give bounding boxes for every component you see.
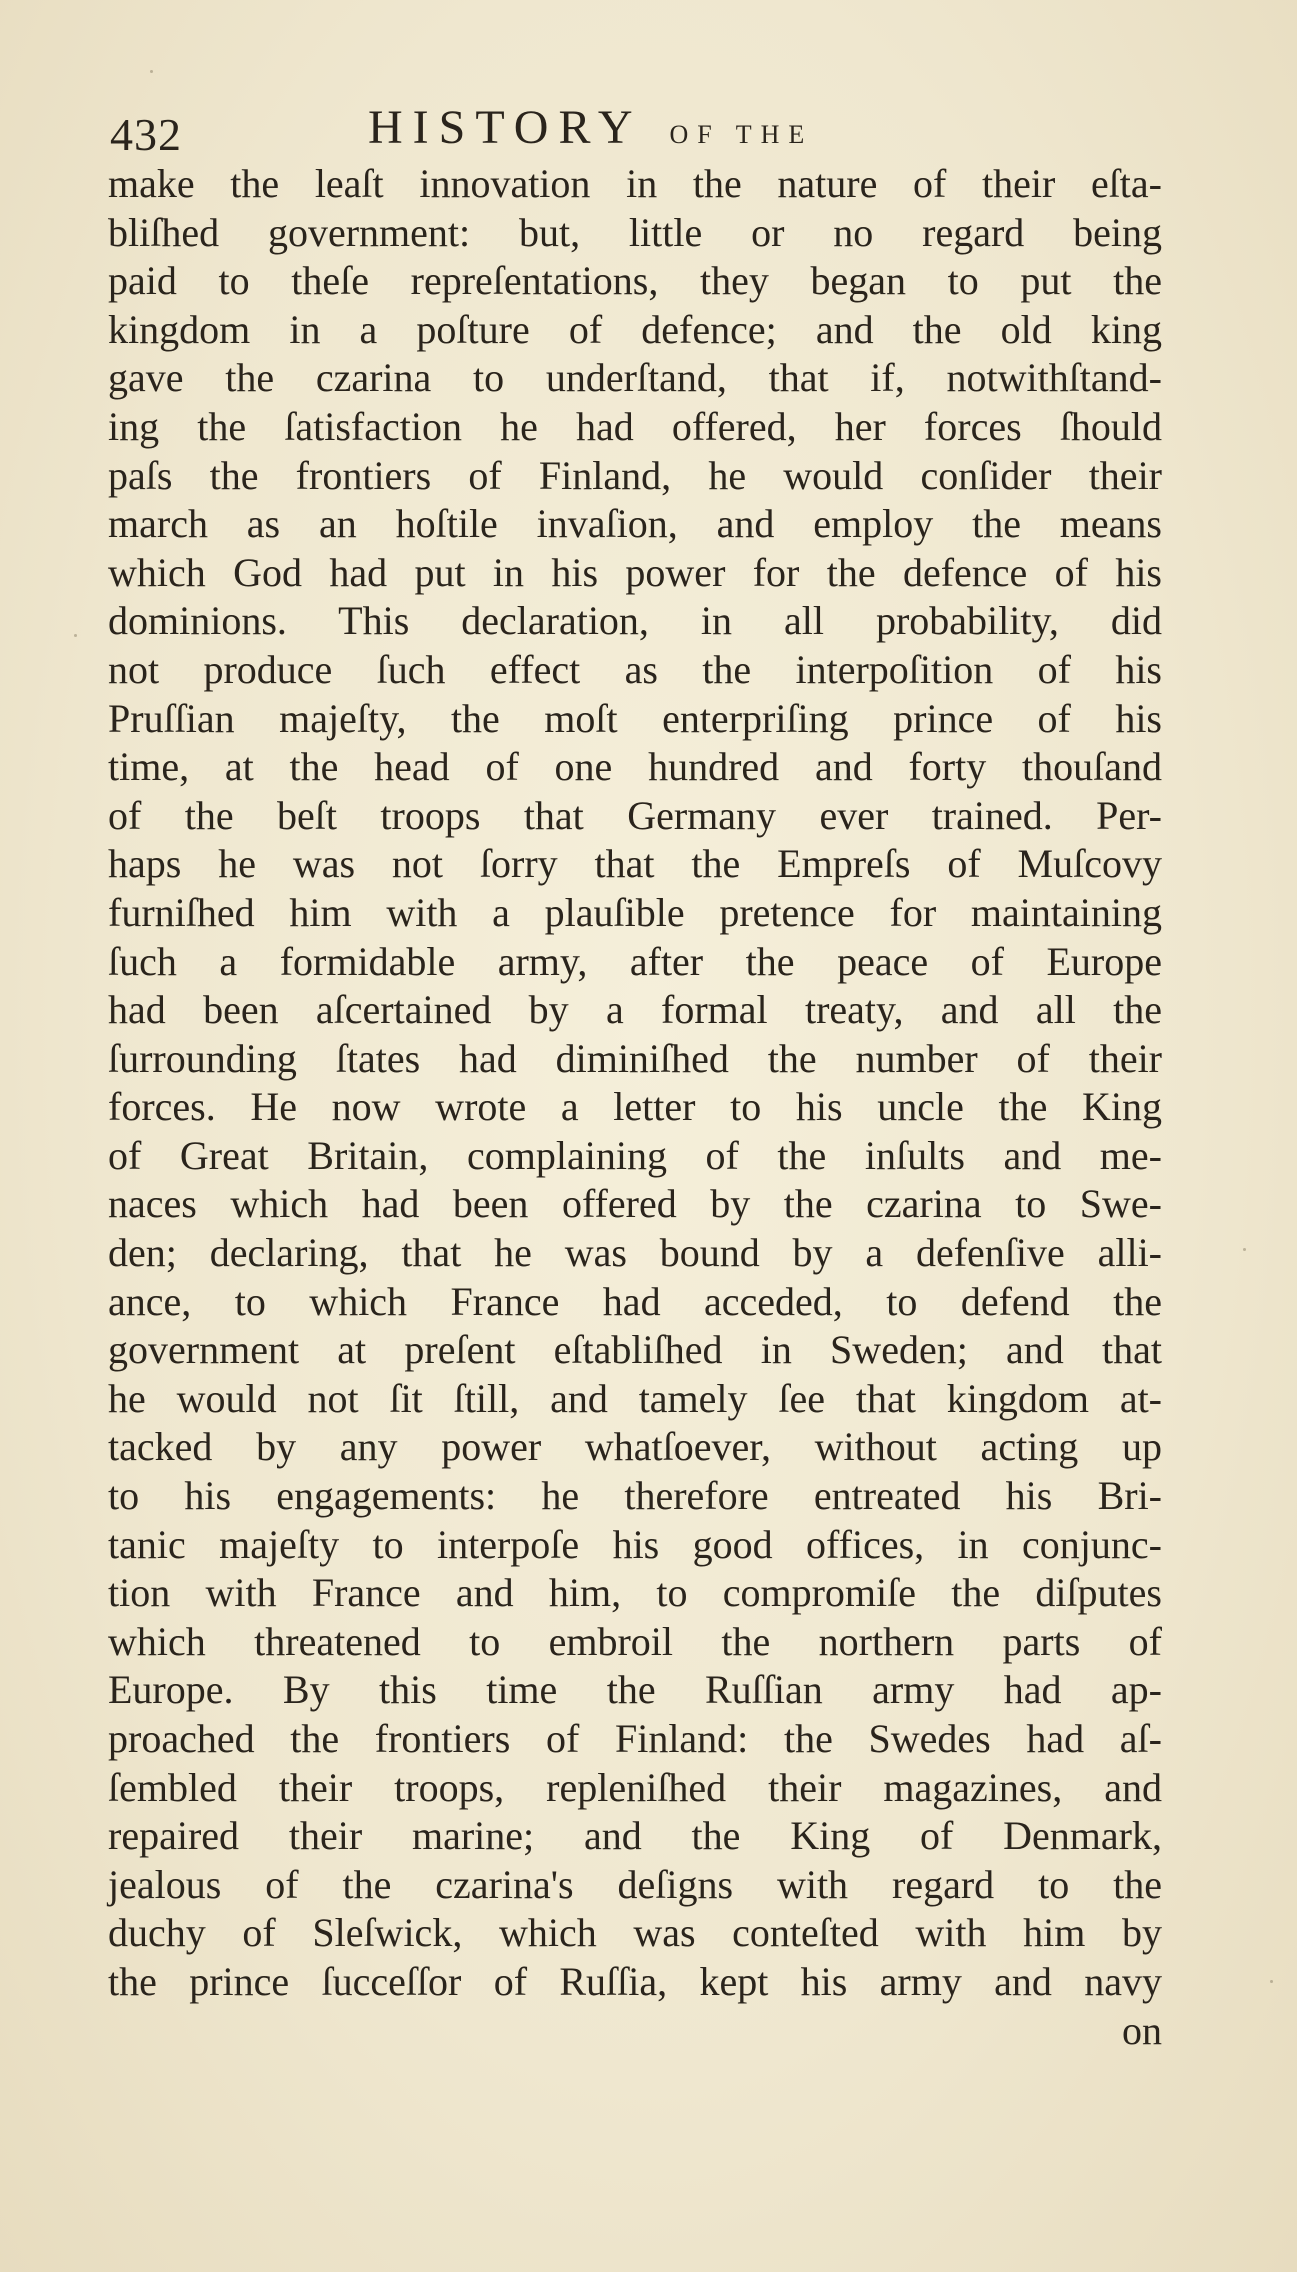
body-text xyxy=(108,160,1162,2055)
text-line: forces. He now wrote a letter to his uncle the King xyxy=(108,1084,1162,1130)
text-line: dominions. This declaration, in all probability, did xyxy=(108,598,1162,644)
catchword: on xyxy=(1122,2007,1162,2053)
running-head-small: OF THE xyxy=(669,120,814,149)
running-head xyxy=(368,100,813,155)
text-line: den; declaring, that he was bound by a defenſive alli- xyxy=(108,1230,1162,1276)
text-line: proached the frontiers of Finland: the Swedes had aſ- xyxy=(108,1716,1162,1761)
text-line: duchy of Sleſwick, which was conteſted with him by xyxy=(108,1910,1162,1956)
text-line: of Great Britain, complaining of the inſults and me- xyxy=(108,1132,1162,1178)
text-line: haps he was not ſorry that the Empreſs of Muſcovy xyxy=(108,841,1162,887)
text-line: government at preſent eſtabliſhed in Sweden; and that xyxy=(108,1327,1162,1373)
text-line: march as an hoſtile invaſion, and employ the means xyxy=(108,501,1162,547)
text-line: Europe. By this time the Ruſſian army had ap- xyxy=(108,1667,1162,1713)
text-line: repaired their marine; and the King of Denmark, xyxy=(108,1813,1162,1859)
text-line: gave the czarina to underſtand, that if, notwithſtand- xyxy=(108,355,1162,401)
text-line: jealous of the czarina's deſigns with regard to the xyxy=(108,1861,1162,1907)
text-line: Pruſſian majeſty, the moſt enterpriſing prince of his xyxy=(108,695,1162,741)
page-number: 432 xyxy=(110,109,182,160)
text-line: of the beſt troops that Germany ever trained. Per- xyxy=(108,792,1162,838)
text-line: paid to theſe repreſentations, they began to put the xyxy=(108,258,1162,304)
text-line: which threatened to embroil the northern parts of xyxy=(108,1618,1162,1664)
text-line: had been aſcertained by a formal treaty, and all the xyxy=(108,987,1162,1033)
text-line: time, at the head of one hundred and forty thouſand xyxy=(108,744,1162,790)
text-line: bliſhed government: but, little or no regard being xyxy=(108,209,1162,255)
text-line: ing the ſatisfaction he had offered, her forces ſhould xyxy=(108,403,1162,449)
paper-speck xyxy=(150,70,153,73)
paper-speck xyxy=(1243,1248,1246,1251)
text-line: tion with France and him, to compromiſe the diſputes xyxy=(108,1570,1162,1616)
text-line: the prince ſucceſſor of Ruſſia, kept his army and navy xyxy=(108,1958,1162,2004)
text-line: ſurrounding ſtates had diminiſhed the number of their xyxy=(108,1035,1162,1081)
paper-speck xyxy=(74,634,77,637)
running-head-main: HISTORY xyxy=(368,101,643,154)
page-header xyxy=(110,100,1190,160)
text-line: tanic majeſty to interpoſe his good offices, in conjunc- xyxy=(108,1521,1162,1567)
text-line: he would not ſit ſtill, and tamely ſee that kingdom at- xyxy=(108,1375,1162,1421)
text-line: ſuch a formidable army, after the peace of Europe xyxy=(108,938,1162,984)
text-line: tacked by any power whatſoever, without acting up xyxy=(108,1424,1162,1470)
text-line: furniſhed him with a plauſible pretence for maintaining xyxy=(108,889,1162,935)
text-line: not produce ſuch effect as the interpoſition of his xyxy=(108,646,1162,692)
text-line: naces which had been offered by the czarina to Swe- xyxy=(108,1181,1162,1227)
text-line: paſs the frontiers of Finland, he would conſider their xyxy=(108,452,1162,498)
text-line: ſembled their troops, repleniſhed their magazines, and xyxy=(108,1764,1162,1810)
text-line: ance, to which France had acceded, to defend the xyxy=(108,1278,1162,1324)
text-line: to his engagements: he therefore entreated his Bri- xyxy=(108,1473,1162,1519)
paper-speck xyxy=(1270,1980,1273,1983)
text-line: which God had put in his power for the defence of his xyxy=(108,549,1162,595)
text-line: make the leaſt innovation in the nature of their eſta- xyxy=(108,161,1162,206)
text-line: kingdom in a poſture of defence; and the old king xyxy=(108,306,1162,352)
